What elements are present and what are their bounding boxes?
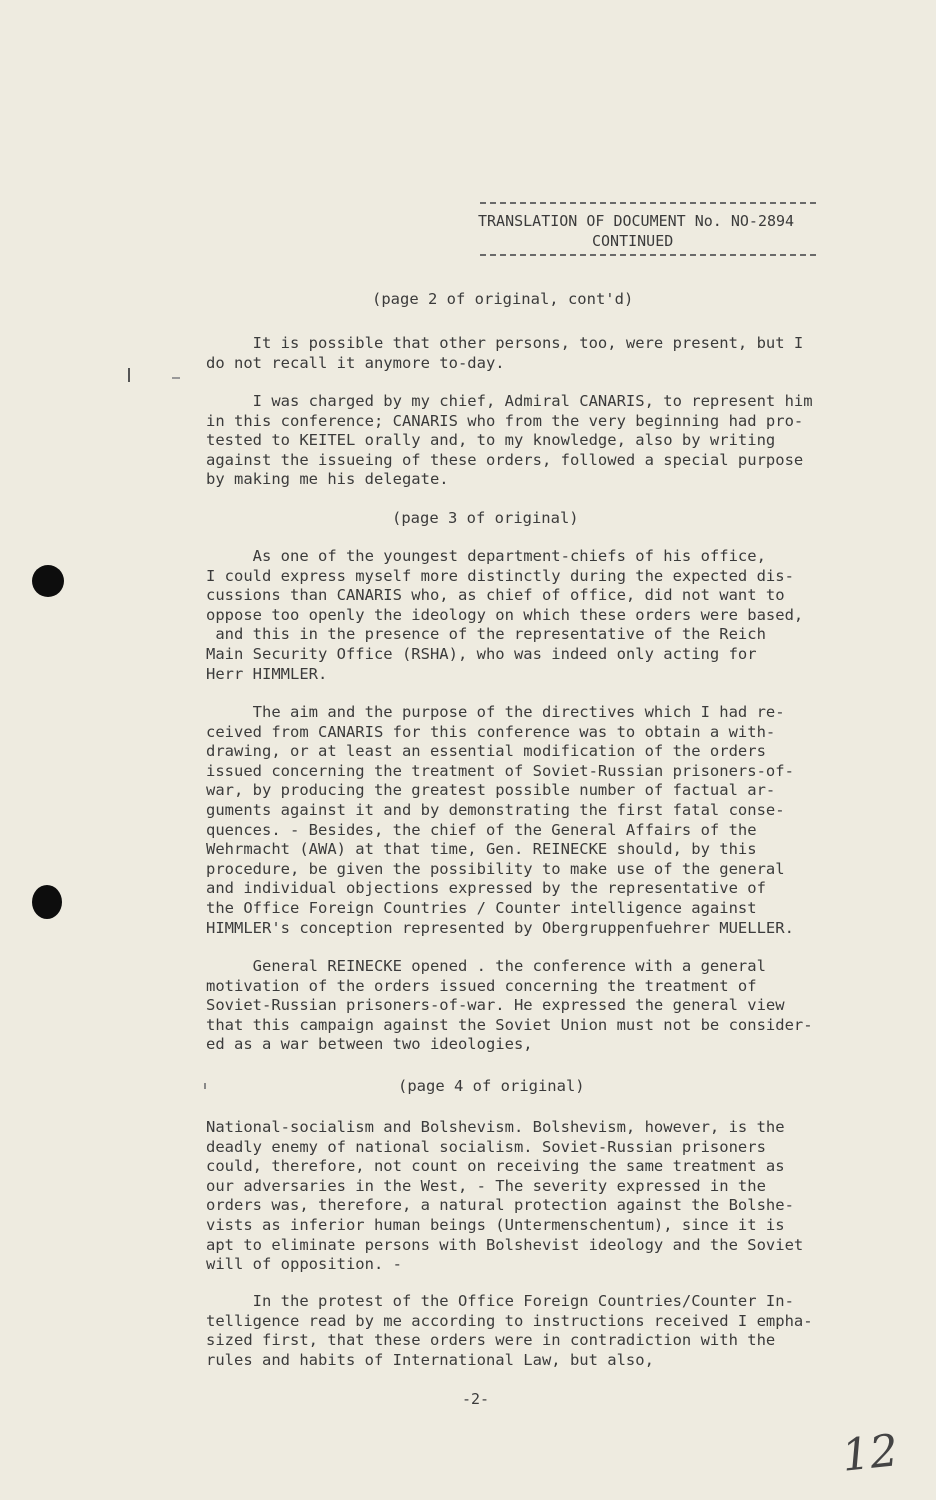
text-line: Herr HIMMLER.	[206, 664, 328, 683]
text-line: sized first, that these orders were in contradiction with the	[206, 1331, 776, 1350]
margin-mark	[172, 377, 180, 379]
text-line: issued concerning the treatment of Soviet-Russian prisoners-of-	[206, 761, 794, 780]
text-line: procedure, be given the possibility to make use of the general	[206, 859, 785, 878]
text-line: As one of the youngest department-chiefs of his office,	[206, 547, 766, 565]
text-line: by making me his delegate.	[206, 470, 449, 489]
punch-hole-top	[32, 565, 64, 597]
text-line: Wehrmacht (AWA) at that time, Gen. REINECKE should, by this	[206, 840, 757, 859]
text-line: tested to KEITEL orally and, to my knowledge, also by writing	[206, 431, 776, 450]
text-line: deadly enemy of national socialism. Soviet-Russian prisoners	[206, 1137, 766, 1156]
text-line: motivation of the orders issued concerning the treatment of	[206, 976, 757, 995]
text-line: do not recall it anymore to-day.	[206, 353, 505, 372]
punch-hole-bottom	[32, 885, 62, 919]
text-line: apt to eliminate persons with Bolshevist ideology and the Soviet	[206, 1235, 804, 1254]
text-line: Soviet-Russian prisoners-of-war. He expressed the general view	[206, 996, 785, 1015]
document-title: TRANSLATION OF DOCUMENT No. NO-2894	[478, 212, 795, 230]
text-line: quences. - Besides, the chief of the General Affairs of the	[206, 820, 757, 839]
page-note-2: (page 2 of original, cont'd)	[372, 290, 634, 308]
text-line: cussions than CANARIS who, as chief of office, did not want to	[206, 586, 785, 605]
text-line: HIMMLER's conception represented by Obergruppenfuehrer MUELLER.	[206, 918, 794, 937]
text-line: in this conference; CANARIS who from the very beginning had pro-	[206, 411, 804, 430]
header-rule-bottom	[480, 254, 816, 256]
paragraph-2	[206, 392, 846, 490]
paragraph-7	[206, 1292, 846, 1370]
paragraph-1	[206, 334, 846, 373]
margin-mark	[128, 368, 130, 382]
text-line: that this campaign against the Soviet Union must not be consider-	[206, 1015, 813, 1034]
text-line: The aim and the purpose of the directives which I had re-	[206, 703, 785, 721]
page-note-3: (page 3 of original)	[392, 509, 579, 527]
paragraph-4	[206, 703, 846, 938]
handwritten-page-mark: 12	[839, 1425, 901, 1482]
paragraph-5	[206, 957, 846, 1055]
text-line: telligence read by me according to instructions received I empha-	[206, 1311, 813, 1330]
paragraph-3	[206, 547, 846, 684]
text-line: oppose too openly the ideology on which these orders were based,	[206, 605, 804, 624]
text-line: and individual objections expressed by the representative of	[206, 879, 766, 898]
text-line: National-socialism and Bolshevism. Bolshevism, however, is the	[206, 1118, 785, 1136]
text-line: against the issueing of these orders, followed a special purpose	[206, 450, 804, 469]
text-line: orders was, therefore, a natural protection against the Bolshe-	[206, 1196, 794, 1215]
document-title-continued: CONTINUED	[592, 232, 674, 250]
text-line: It is possible that other persons, too, were present, but I	[206, 334, 804, 352]
text-line: ceived from CANARIS for this conference was to obtain a with-	[206, 722, 776, 741]
text-line: I could express myself more distinctly during the expected dis-	[206, 566, 794, 585]
text-line: In the protest of the Office Foreign Countries/Counter In-	[206, 1292, 794, 1310]
page-note-4: (page 4 of original)	[398, 1077, 585, 1095]
text-line: Main Security Office (RSHA), who was indeed only acting for	[206, 644, 757, 663]
text-line: ed as a war between two ideologies,	[206, 1035, 533, 1054]
text-line: guments against it and by demonstrating the first fatal conse-	[206, 800, 785, 819]
text-line: I was charged by my chief, Admiral CANARIS, to represent him	[206, 392, 813, 410]
text-line: war, by producing the greatest possible number of factual ar-	[206, 781, 776, 800]
text-line: our adversaries in the West, - The severity expressed in the	[206, 1176, 766, 1195]
margin-mark	[204, 1083, 206, 1089]
text-line: General REINECKE opened . the conference with a general	[206, 957, 766, 975]
text-line: vists as inferior human beings (Untermenschentum), since it is	[206, 1215, 785, 1234]
paragraph-6	[206, 1118, 846, 1275]
text-line: will of opposition. -	[206, 1255, 402, 1274]
page-number: -2-	[462, 1390, 490, 1408]
header-rule-top	[480, 202, 816, 204]
text-line: rules and habits of International Law, but also,	[206, 1350, 654, 1369]
text-line: could, therefore, not count on receiving the same treatment as	[206, 1157, 785, 1176]
text-line: drawing, or at least an essential modification of the orders	[206, 742, 766, 761]
text-line: and this in the presence of the representative of the Reich	[206, 625, 766, 644]
text-line: the Office Foreign Countries / Counter intelligence against	[206, 898, 757, 917]
